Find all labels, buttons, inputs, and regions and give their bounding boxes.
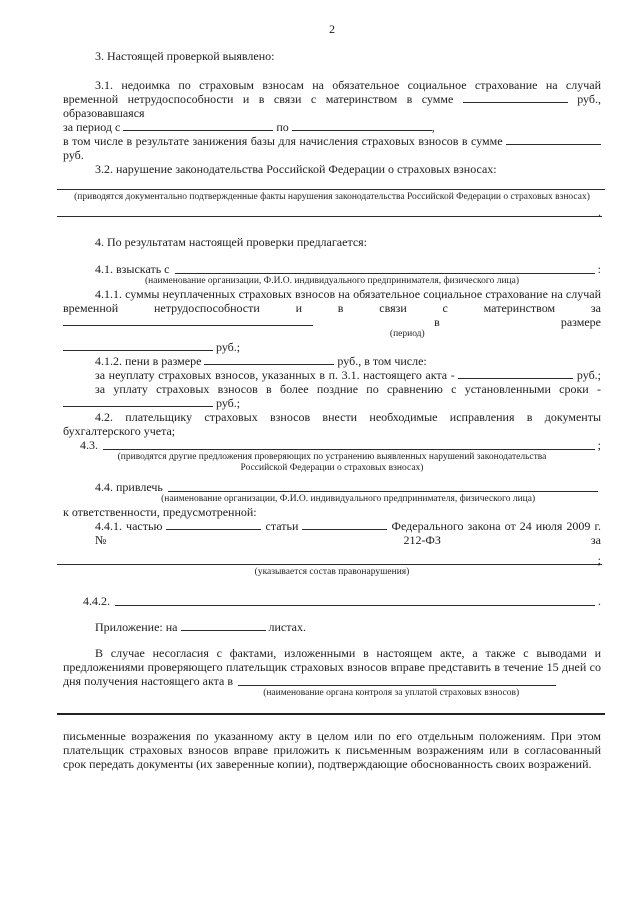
clause-4-1-label: 4.1. взыскать с	[95, 262, 170, 276]
clause-4-4-1	[63, 519, 601, 547]
clause-4-4-1-text-a: 4.4.1. частью	[95, 519, 163, 533]
clause-4-1-2-line2	[63, 368, 601, 382]
clause-3-1-line4-text-b: руб.	[63, 148, 84, 162]
blank-facts-field	[57, 216, 602, 217]
blank-sheets-field	[181, 620, 266, 631]
clause-3-1-line3	[63, 120, 601, 134]
ruled-line-offense	[63, 553, 601, 567]
blank-offense-field	[57, 564, 602, 565]
section-3-heading: 3. Настоящей проверкой выявлено:	[95, 49, 275, 63]
clause-4-4-2-label: 4.4.2.	[83, 594, 110, 608]
caption-other-proposals-2: Российской Федерации о страховых взносах)	[240, 463, 424, 473]
clause-4-1-colon: :	[597, 262, 601, 276]
blank-4-4-2-field	[115, 605, 595, 606]
offense-end-punct: ;	[597, 553, 601, 567]
clause-4-1-1-line2	[63, 301, 601, 329]
clause-4-1-2-line1-text-a: 4.1.2. пени в размере	[95, 354, 202, 368]
clause-4-1-2-line2-text-a: за неуплату страховых взносов, указанных в п. 3.1. настоящего акта -	[95, 368, 455, 382]
blank-liable-name-field	[168, 491, 598, 492]
blank-base-sum-field	[506, 134, 601, 145]
clause-4-1-2-line3: за уплату страховых взносов в более поздние по сравнению с установленными сроки -	[95, 382, 601, 396]
ruled-line-facts-2	[63, 205, 601, 219]
clause-4-1-1-line2-text-a: временной нетрудоспособности и в связи с материнством за	[63, 301, 601, 315]
clause-4-1-2-line2-text-b: руб.;	[576, 368, 602, 382]
blank-late-payment-field	[63, 396, 213, 407]
attachment-text-a: Приложение: на	[95, 620, 178, 634]
clause-4-3	[63, 438, 601, 452]
clause-4-1-2-line1	[63, 354, 601, 368]
clause-3-1-line4-text-a: в том числе в результате занижения базы для начисления страховых взносов в сумме	[63, 134, 503, 148]
blank-period-to-field	[292, 120, 432, 131]
attachment-text-b: листах.	[268, 620, 306, 634]
objections-line3: срок передать документы (их заверенные копии), подтверждающие обоснованность своих возражений.	[63, 757, 592, 771]
clause-4-1-2-line1-text-b: руб., в том числе:	[337, 354, 427, 368]
blank-period-field	[63, 315, 313, 326]
blank-penalty-field	[204, 354, 334, 365]
caption-other-proposals-1: (приводятся другие предложения проверяющих по устранению выявленных нарушений законодательства	[117, 452, 547, 462]
blank-other-proposals-field	[103, 449, 595, 450]
caption-payer-name: (наименование организации, Ф.И.О. индивидуального предпринимателя, физического лица)	[144, 276, 519, 286]
clause-4-4-2	[63, 594, 601, 608]
clause-4-3-semicolon: ;	[597, 438, 601, 452]
separator-rule	[57, 713, 605, 715]
caption-facts: (приводятся документально подтвержденные факты нарушения законодательства Российской Федерации о страховых взносах)	[74, 192, 590, 202]
blank-part-field	[166, 519, 261, 530]
blank-control-body-field	[238, 685, 556, 686]
blank-article-field	[302, 519, 387, 530]
objections-line2: плательщик страховых взносов вправе приложить к письменным возражениям или в согласованный	[63, 743, 601, 757]
caption-liable-name: (наименование организации, Ф.И.О. индивидуального предпринимателя, физического лица)	[161, 494, 536, 504]
clause-4-4-label: 4.4. привлечь	[95, 480, 163, 494]
clause-4-4-line2: к ответственности, предусмотренной:	[63, 505, 257, 519]
ruled-line-facts-1	[57, 178, 605, 190]
clause-4-4-2-period: .	[598, 594, 601, 608]
clause-4-3-label: 4.3.	[80, 438, 98, 452]
clause-4-1-1-line3	[63, 340, 601, 354]
clause-4-1-1-line2-text-b: в размере	[434, 315, 601, 329]
page-number: 2	[329, 22, 335, 36]
disagreement-line3-text: дня получения настоящего акта в	[63, 674, 234, 688]
clause-3-2-title: 3.2. нарушение законодательства Российской Федерации о страховых взносах:	[95, 162, 497, 176]
clause-4-1-2-line4	[63, 396, 601, 410]
clause-3-1-line3-text-b: по	[276, 120, 289, 134]
clause-3-1-line2	[63, 92, 601, 120]
section-4-heading: 4. По результатам настоящей проверки предлагается:	[95, 235, 368, 249]
clause-3-1-line3-comma: ,	[431, 120, 435, 134]
document-content	[63, 0, 601, 771]
caption-period: (период)	[389, 329, 425, 339]
clause-3-1-line1: 3.1. недоимка по страховым взносам на обязательное социальное страхование на случай	[95, 78, 601, 92]
clause-4-2-line1: 4.2. плательщику страховых взносов внести необходимые исправления в документы	[95, 410, 601, 424]
clause-4-4-1-text-c: Федерального закона от 24 июля 2009 г. № 212-ФЗ за	[95, 519, 602, 547]
disagreement-line2: предложениями проверяющего плательщик страховых взносов вправе представить в течение 15 дней со	[63, 660, 601, 674]
blank-payer-name-field	[175, 273, 595, 274]
clause-4-1-2-line4-text: руб.;	[216, 396, 241, 410]
attachment-line	[63, 620, 601, 634]
caption-control-body: (наименование органа контроля за уплатой страховых взносов)	[263, 688, 520, 698]
clause-4-1-1-line3-text: руб.;	[216, 340, 241, 354]
clause-3-1-line2-text-a: временной нетрудоспособности и в связи с материнством в сумме	[63, 92, 454, 106]
clause-3-1-line3-text-a: за период с	[63, 120, 121, 134]
caption-offense: (указывается состав правонарушения)	[254, 567, 410, 577]
facts-end-punct: .	[598, 205, 601, 219]
blank-period-from-field	[123, 120, 273, 131]
objections-line1: письменные возражения по указанному акту в целом или по его отдельным положениям. При этом	[63, 729, 601, 743]
clause-4-2-line2: бухгалтерского учета;	[63, 424, 176, 438]
clause-3-1-line4	[63, 134, 601, 162]
blank-nonpayment-field	[458, 368, 573, 379]
clause-4-1	[63, 262, 601, 276]
blank-sum-field	[463, 92, 568, 103]
clause-4-1-1-line1: 4.1.1. суммы неуплаченных страховых взносов на обязательное социальное страхование на случай	[95, 287, 601, 301]
clause-4-4-1-text-b: статьи	[265, 519, 299, 533]
clause-4-4	[63, 480, 601, 494]
disagreement-line1: В случае несогласия с фактами, изложенными в настоящем акте, а также с выводами и	[95, 646, 601, 660]
blank-amount-field	[63, 340, 213, 351]
clause-3-1-line2-text-b: руб., образовавшаяся	[63, 92, 602, 120]
disagreement-line3	[63, 674, 601, 688]
